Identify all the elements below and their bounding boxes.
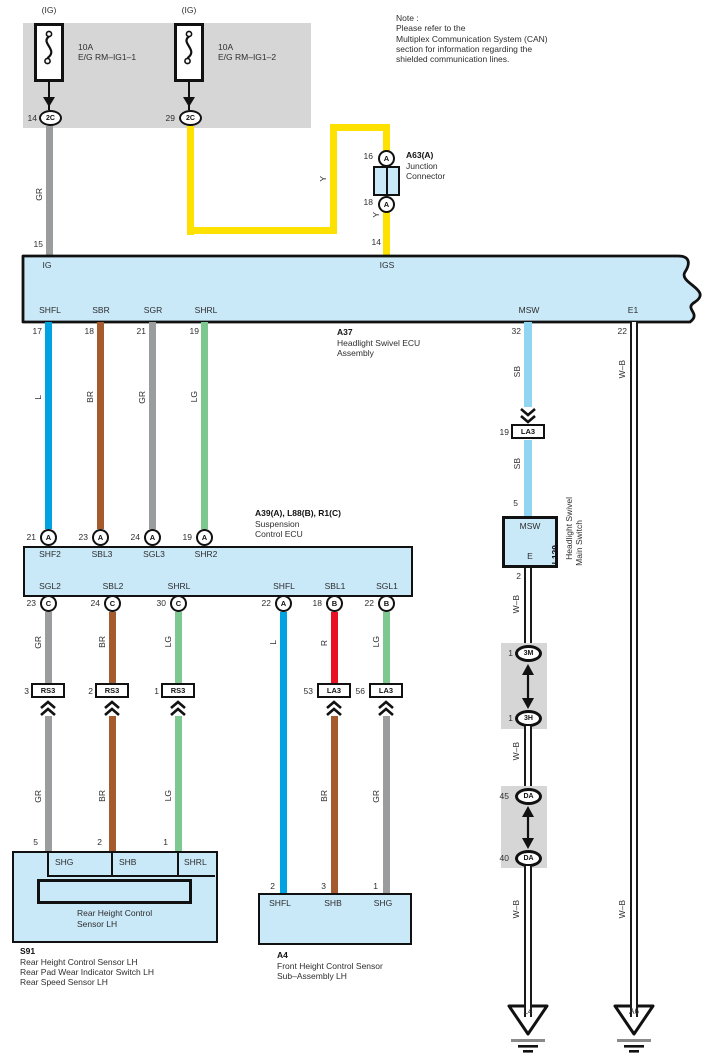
a37-terminal-shrl: SHRL: [194, 305, 218, 315]
wire-label-br: BR: [85, 391, 95, 403]
susp-block: [23, 546, 413, 597]
fuse1-pin: 14: [27, 113, 37, 123]
wire-label-gr: GR: [371, 790, 381, 803]
s91-inner-label1: Rear Height Control: [77, 908, 153, 918]
susp-conn-a5: A: [275, 595, 292, 612]
fuse1-tag: (IG): [41, 5, 57, 15]
susp-bpin-24: 24: [90, 598, 100, 608]
msw-desc1: Headlight Swivel: [564, 497, 574, 560]
wire-lg-shrl2: [175, 612, 182, 683]
msw-pin-5: 5: [513, 498, 518, 508]
wire-y-seg1: [187, 126, 194, 235]
s91-inner-label2: Sensor LH: [77, 919, 118, 929]
susp-conn-a3: A: [144, 529, 161, 546]
fuse-icon: [176, 25, 202, 79]
la3-19-pin: 19: [499, 427, 509, 437]
wire-label-wb: W–B: [511, 742, 521, 761]
wire-wb-e1: [630, 322, 638, 1006]
susp-conn-c1: C: [40, 595, 57, 612]
wire-gr-shg: [45, 716, 52, 851]
susp-terminal-sgl1: SGL1: [376, 581, 398, 591]
wire-lg-shrl3: [175, 716, 182, 851]
arrow-down-icon: [42, 96, 56, 108]
wire-l-shfl2: [280, 612, 287, 893]
a37-pin-21: 21: [136, 326, 146, 336]
msw-id: L129: [550, 545, 560, 565]
a37-pin-18: 18: [84, 326, 94, 336]
wire-br-sbl2: [109, 612, 116, 683]
a37-terminal-sgr: SGR: [143, 305, 163, 315]
susp-bpin-23: 23: [26, 598, 36, 608]
junction-top-pin: 16: [363, 151, 373, 161]
wire-y-seg5: [383, 124, 390, 151]
a4-pin-2: 2: [270, 881, 275, 891]
chevron-down-icon: [519, 407, 537, 424]
wire-label-gr: GR: [33, 636, 43, 649]
wire-gr-sgr: [149, 322, 156, 529]
ground-l4-label: L4: [523, 1007, 533, 1016]
wire-wb-msw3: [524, 866, 532, 1006]
a4-terminal-shg: SHG: [373, 898, 393, 908]
s91-cell-line: [47, 875, 215, 877]
wire-label-l: L: [33, 395, 43, 400]
wire-r-sbl1: [331, 612, 338, 683]
wire-gr-sgl2: [45, 612, 52, 683]
susp-bpin-18: 18: [312, 598, 322, 608]
fuse1-box: [34, 23, 64, 82]
double-arrow-icon: [520, 663, 536, 710]
chevron-up-icon: [169, 700, 187, 717]
a37-pin-17: 17: [32, 326, 42, 336]
fuse2-tag: (IG): [181, 5, 197, 15]
conn-la3-pin56: 56: [355, 686, 365, 696]
wire-label-br: BR: [319, 790, 329, 802]
fuse2-pin: 29: [165, 113, 175, 123]
s91-desc2: Rear Pad Wear Indicator Switch LH: [20, 967, 155, 977]
wire-label-lg: LG: [163, 790, 173, 802]
inline-3m-pin: 1: [508, 648, 513, 658]
connector-3m: 3M: [515, 645, 542, 662]
a4-desc1: Front Height Control Sensor: [277, 961, 383, 971]
wire-label-l: L: [268, 640, 278, 645]
a4-pin-3: 3: [321, 881, 326, 891]
susp-conn-b1: B: [326, 595, 343, 612]
junction-bot-connector: A: [378, 196, 395, 213]
fuse2-connector: 2C: [179, 110, 202, 126]
wire-lg-sgl1: [383, 612, 390, 683]
wire-label-gr: GR: [34, 188, 44, 201]
wire-label-wb: W–B: [511, 900, 521, 919]
wire-wb-msw1: [524, 568, 532, 647]
chevron-up-icon: [325, 700, 343, 717]
susp-pin-23: 23: [78, 532, 88, 542]
pin-15: 15: [33, 239, 43, 249]
msw-desc2: Main Switch: [574, 520, 584, 566]
msw-terminal-msw: MSW: [519, 521, 541, 531]
conn-rs3-pin2: 2: [88, 686, 93, 696]
wire-label-sb: SB: [512, 458, 522, 470]
connector-la3-19: LA3: [511, 424, 545, 439]
wire-label-lg: LG: [189, 391, 199, 403]
connector-la3-b: LA3: [369, 683, 403, 698]
ground-a6-label: A6: [629, 1007, 639, 1016]
arrow-down-icon: [182, 96, 196, 108]
s91-cell-shg: SHG: [55, 857, 74, 867]
wire-y-seg3: [330, 124, 337, 234]
susp-terminal-sbl2: SBL2: [102, 581, 124, 591]
susp-conn-c2: C: [104, 595, 121, 612]
junction-desc1: Junction: [406, 161, 438, 171]
fuse-icon: [36, 25, 62, 79]
inline-3h-pin: 1: [508, 713, 513, 723]
a4-desc2: Sub–Assembly LH: [277, 971, 347, 981]
wire-br-shb: [109, 716, 116, 851]
s91-divider: [177, 851, 179, 877]
conn-la3-pin53: 53: [303, 686, 313, 696]
inline-da-pin40: 40: [499, 853, 509, 863]
wire-label-wb: W–B: [617, 900, 627, 919]
chevron-up-icon: [103, 700, 121, 717]
a37-terminal-sbr: SBR: [92, 305, 110, 315]
susp-terminal-sgl2: SGL2: [39, 581, 61, 591]
susp-terminal-shfl: SHFL: [273, 581, 295, 591]
wire-gr-ig: [46, 126, 53, 257]
susp-terminal-sbl1: SBL1: [324, 581, 346, 591]
a4-id: A4: [277, 950, 288, 960]
pin-14-igs: 14: [371, 237, 381, 247]
wire-y-seg2: [187, 227, 337, 234]
connector-da-bot: DA: [515, 850, 542, 867]
conn-rs3-pin1: 1: [154, 686, 159, 696]
fuse1-amp: 10A: [78, 42, 94, 52]
susp-terminal-sgl3: SGL3: [143, 549, 165, 559]
inline-da-pin45: 45: [499, 791, 509, 801]
connector-la3-a: LA3: [317, 683, 351, 698]
s91-desc1: Rear Height Control Sensor LH: [20, 957, 138, 967]
wire-label-sb: SB: [512, 366, 522, 378]
fuse2-box: [174, 23, 204, 82]
fuse1-connector: 2C: [39, 110, 62, 126]
s91-divider: [47, 851, 49, 877]
connector-rs3-c: RS3: [161, 683, 195, 698]
s91-pin-1: 1: [163, 837, 168, 847]
s91-id: S91: [20, 946, 36, 956]
susp-conn-a4: A: [196, 529, 213, 546]
a37-block: [18, 250, 709, 328]
wire-br-sbr: [97, 322, 104, 529]
a37-desc1: Headlight Swivel ECU: [337, 338, 421, 348]
wire-label-gr: GR: [33, 790, 43, 803]
a37-pin-22: 22: [617, 326, 627, 336]
susp-desc2: Control ECU: [255, 529, 303, 539]
wire-l-shfl: [45, 322, 52, 529]
a37-desc2: Assembly: [337, 348, 374, 358]
a37-terminal-e1: E1: [627, 305, 639, 315]
susp-bpin-30: 30: [156, 598, 166, 608]
wire-label-y2: Y: [371, 212, 381, 218]
wire-lg-shrl: [201, 322, 208, 529]
connector-da-top: DA: [515, 788, 542, 805]
connector-rs3-a: RS3: [31, 683, 65, 698]
wire-wb-msw2: [524, 726, 532, 788]
s91-pin-2: 2: [97, 837, 102, 847]
s91-divider: [111, 851, 113, 877]
susp-conn-b2: B: [378, 595, 395, 612]
junction-id: A63(A): [406, 150, 434, 160]
susp-terminal-shf2: SHF2: [39, 549, 61, 559]
s91-inner-component: [37, 879, 192, 904]
a4-pin-1: 1: [373, 881, 378, 891]
double-arrow-icon: [520, 805, 536, 850]
connector-rs3-b: RS3: [95, 683, 129, 698]
susp-conn-a2: A: [92, 529, 109, 546]
s91-pin-5: 5: [33, 837, 38, 847]
wire-sb-msw1: [524, 322, 532, 407]
wire-label-br: BR: [97, 790, 107, 802]
junction-desc2: Connector: [406, 171, 446, 181]
susp-bpin-22a: 22: [261, 598, 271, 608]
a37-terminal-igs: IGS: [379, 260, 395, 270]
s91-desc3: Rear Speed Sensor LH: [20, 977, 108, 987]
susp-desc1: Suspension: [255, 519, 300, 529]
wire-label-gr: GR: [137, 391, 147, 404]
wire-y-seg4: [330, 124, 390, 131]
s91-cell-shrl: SHRL: [184, 857, 207, 867]
s91-cell-shb: SHB: [119, 857, 137, 867]
junction-divider: [386, 168, 388, 194]
susp-terminal-sbl3: SBL3: [91, 549, 113, 559]
junction-top-connector: A: [378, 150, 395, 167]
susp-bpin-22b: 22: [364, 598, 374, 608]
connector-3h: 3H: [515, 710, 542, 727]
wire-label-wb: W–B: [511, 595, 521, 614]
wire-gr-shg2: [383, 716, 390, 893]
wire-label-lg: LG: [371, 636, 381, 648]
note: Note : Please refer to the Multiplex Communication System (CAN) section for information regarding the shielded communication lines.: [396, 13, 548, 65]
susp-conn-a1: A: [40, 529, 57, 546]
a37-pin-32: 32: [511, 326, 521, 336]
wire-label-wb: W–B: [617, 360, 627, 379]
chevron-up-icon: [377, 700, 395, 717]
susp-pin-19: 19: [182, 532, 192, 542]
susp-id: A39(A), L88(B), R1(C): [255, 508, 341, 518]
a4-terminal-shfl: SHFL: [269, 898, 291, 908]
susp-terminal-shrl: SHRL: [167, 581, 191, 591]
susp-terminal-shr2: SHR2: [194, 549, 218, 559]
a37-terminal-shfl: SHFL: [39, 305, 61, 315]
wire-label-y1: Y: [318, 176, 328, 182]
fuse1-name: E/G RM–IG1–1: [78, 52, 137, 62]
msw-terminal-e: E: [527, 551, 533, 561]
conn-rs3-pin3: 3: [24, 686, 29, 696]
susp-pin-21: 21: [26, 532, 36, 542]
a37-terminal-ig: IG: [42, 260, 52, 270]
a37-pin-19: 19: [189, 326, 199, 336]
junction-bot-pin: 18: [363, 197, 373, 207]
a4-terminal-shb: SHB: [324, 898, 342, 908]
chevron-up-icon: [39, 700, 57, 717]
susp-pin-24: 24: [130, 532, 140, 542]
wire-br-shb2: [331, 716, 338, 893]
wire-label-br: BR: [97, 636, 107, 648]
msw-pin-2: 2: [516, 571, 521, 581]
susp-conn-c3: C: [170, 595, 187, 612]
wire-sb-msw2: [524, 440, 532, 516]
fuse2-amp: 10A: [218, 42, 234, 52]
a37-id: A37: [337, 327, 353, 337]
fuse2-name: E/G RM–IG1–2: [218, 52, 277, 62]
a37-terminal-msw: MSW: [518, 305, 540, 315]
wire-label-lg: LG: [163, 636, 173, 648]
wire-label-r: R: [319, 640, 329, 647]
